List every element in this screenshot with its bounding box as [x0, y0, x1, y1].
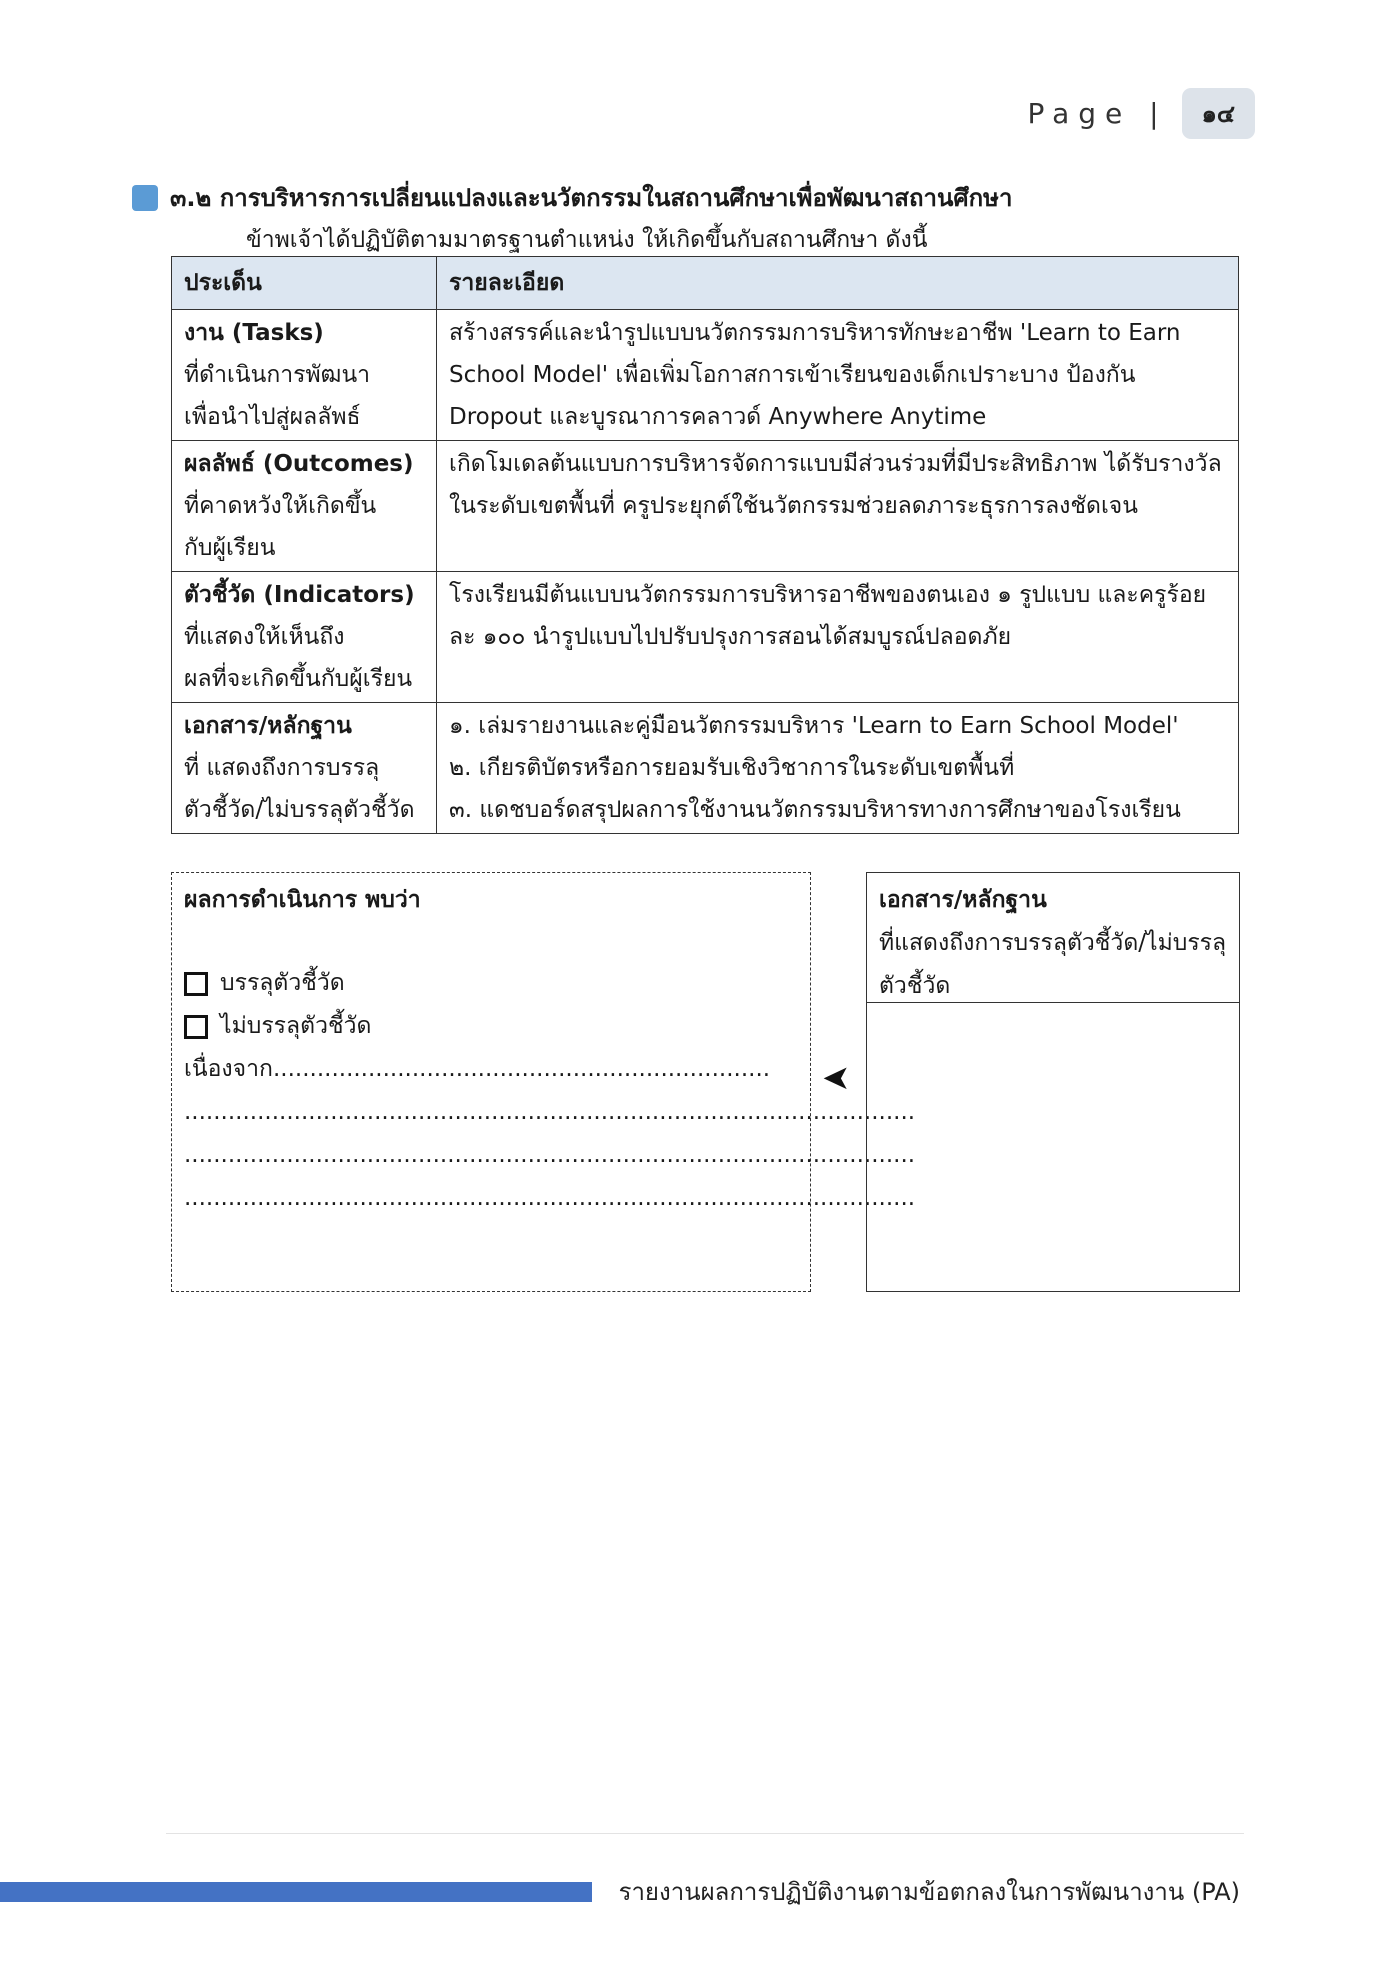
- row-label-cell: [172, 310, 437, 441]
- evidence-subtitle: ที่แสดงถึงการบรรลุตัวชี้วัด/ไม่บรรลุตัวชี้วัด: [879, 930, 1227, 999]
- row-label-title: เอกสาร/หลักฐาน: [184, 713, 352, 739]
- section-heading: [132, 178, 1012, 217]
- arrow-left-icon: ➤: [822, 1058, 851, 1098]
- footer-accent-bar: [0, 1882, 592, 1902]
- row-label-title: งาน (Tasks): [184, 320, 324, 346]
- evidence-box: [866, 872, 1240, 1292]
- row-detail-cell: โรงเรียนมีต้นแบบนวัตกรรมการบริหารอาชีพของตนเอง ๑ รูปแบบ และครูร้อยละ ๑๐๐ นำรูปแบบไปปรับปรุงการสอนได้สมบูรณ์ปลอดภัย: [437, 572, 1239, 703]
- table-row: [172, 572, 1239, 703]
- row-label-sub: ที่แสดงให้เห็นถึง: [184, 624, 345, 650]
- row-label-sub: ที่ดำเนินการพัฒนา: [184, 362, 371, 388]
- row-label-cell: [172, 703, 437, 834]
- row-label-title: ผลลัพธ์ (Outcomes): [184, 451, 414, 477]
- option-achieved[interactable]: [184, 962, 798, 1005]
- fill-line: ....................................................................................................: [184, 1185, 916, 1211]
- evidence-header: [867, 873, 1239, 1003]
- row-label-sub: เพื่อนำไปสู่ผลลัพธ์: [184, 404, 361, 430]
- row-detail-cell: [437, 703, 1239, 834]
- row-label-sub: ผลที่จะเกิดขึ้นกับผู้เรียน: [184, 666, 413, 692]
- evidence-list-item: ๑. เล่มรายงานและคู่มือนวัตกรรมบริหาร 'Learn to Earn School Model': [449, 713, 1179, 739]
- table-header-row: [172, 257, 1239, 310]
- performance-table: [171, 256, 1239, 834]
- checkbox-icon[interactable]: [184, 972, 208, 996]
- result-box: [171, 872, 916, 1292]
- evidence-title: เอกสาร/หลักฐาน: [879, 887, 1047, 913]
- section-intro: ข้าพเจ้าได้ปฏิบัติตามมาตรฐานตำแหน่ง ให้เกิดขึ้นกับสถานศึกษา ดังนี้: [246, 227, 928, 253]
- row-label-cell: [172, 572, 437, 703]
- evidence-list-item: ๓. แดชบอร์ดสรุปผลการใช้งานนวัตกรรมบริหารทางการศึกษาของโรงเรียน: [449, 797, 1181, 823]
- option-not-achieved[interactable]: [184, 1005, 798, 1048]
- footer-text: รายงานผลการปฏิบัติงานตามข้อตกลงในการพัฒนางาน (PA): [618, 1878, 1240, 1906]
- row-label-title: ตัวชี้วัด (Indicators): [184, 582, 415, 608]
- page-header: [1027, 88, 1255, 139]
- option-achieved-label: บรรลุตัวชี้วัด: [220, 970, 345, 996]
- because-dots: ....................................................................: [272, 1056, 771, 1082]
- table-row: [172, 703, 1239, 834]
- option-not-achieved-label: ไม่บรรลุตัวชี้วัด: [220, 1013, 372, 1039]
- fill-line: ....................................................................................................: [184, 1099, 916, 1125]
- fill-line: ....................................................................................................: [184, 1142, 916, 1168]
- table-row: [172, 441, 1239, 572]
- row-label-sub: กับผู้เรียน: [184, 535, 276, 561]
- page-number-badge: ๑๔: [1182, 88, 1255, 139]
- row-label-sub: ตัวชี้วัด/ไม่บรรลุตัวชี้วัด: [184, 797, 415, 823]
- footer-divider: [166, 1833, 1244, 1834]
- evidence-list-item: ๒. เกียรติบัตรหรือการยอมรับเชิงวิชาการในระดับเขตพื้นที่: [449, 755, 1015, 781]
- evidence-content-area[interactable]: [867, 1003, 1239, 1291]
- row-label-cell: [172, 441, 437, 572]
- checkbox-icon[interactable]: [184, 1015, 208, 1039]
- table-header-detail: รายละเอียด: [437, 257, 1239, 310]
- table-header-topic: ประเด็น: [172, 257, 437, 310]
- row-detail-cell: เกิดโมเดลต้นแบบการบริหารจัดการแบบมีส่วนร่วมที่มีประสิทธิภาพ ได้รับรางวัลในระดับเขตพื้นที่ ครูประยุกต์ใช้นวัตกรรมช่วยลดภาระธุรการลงชัดเจน: [437, 441, 1239, 572]
- because-line: [184, 1048, 798, 1091]
- result-title: ผลการดำเนินการ พบว่า: [184, 887, 421, 913]
- row-detail-cell: สร้างสรรค์และนำรูปแบบนวัตกรรมการบริหารทักษะอาชีพ 'Learn to Earn School Model' เพื่อเพิ่มโอกาสการเข้าเรียนของเด็กเปราะบาง ป้องกัน Dropout และบูรณาการคลาวด์ Anywhere Anytime: [437, 310, 1239, 441]
- row-label-sub: ที่คาดหวังให้เกิดขึ้น: [184, 493, 377, 519]
- section-bullet-icon: [132, 185, 158, 211]
- page-label: Page |: [1027, 97, 1168, 130]
- section-title: ๓.๒ การบริหารการเปลี่ยนแปลงและนวัตกรรมในสถานศึกษาเพื่อพัฒนาสถานศึกษา: [170, 184, 1013, 212]
- row-label-sub: ที่ แสดงถึงการบรรลุ: [184, 755, 380, 781]
- because-label: เนื่องจาก: [184, 1056, 273, 1082]
- table-row: [172, 310, 1239, 441]
